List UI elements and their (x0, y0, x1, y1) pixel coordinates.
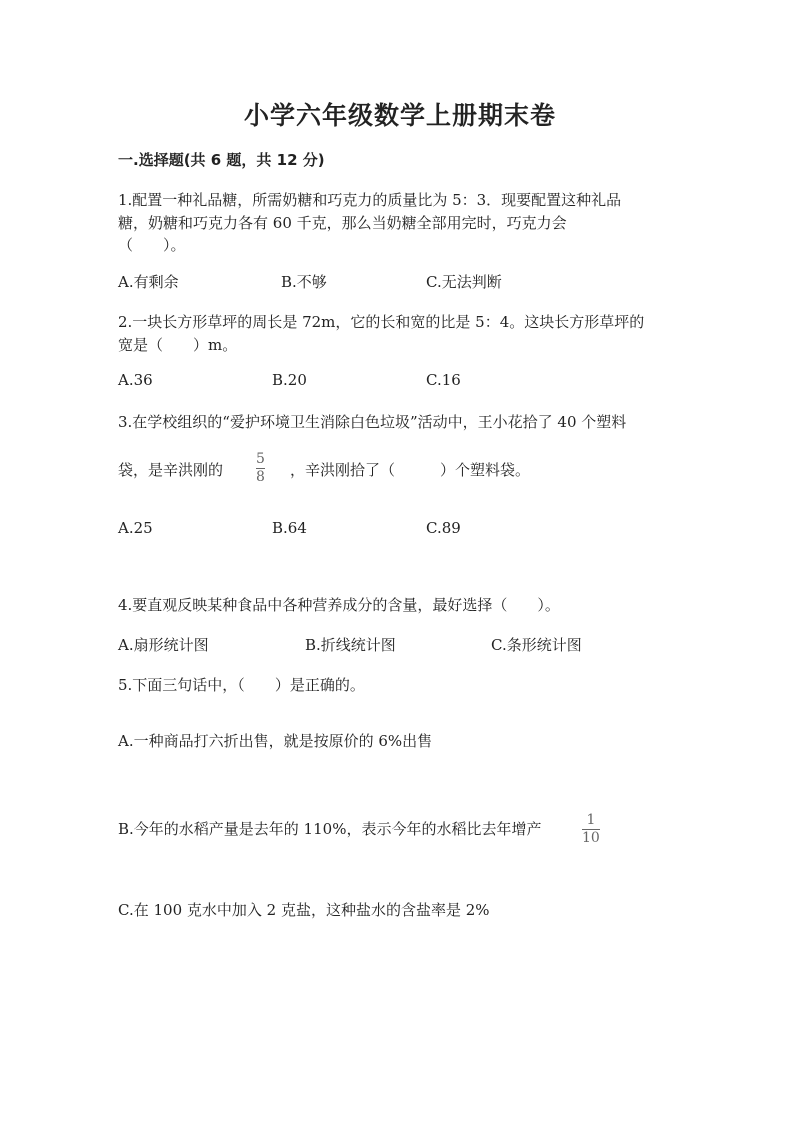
fraction-denominator: 10 (582, 830, 600, 846)
fraction-denominator: 8 (256, 469, 265, 485)
question-2-option-c: C.16 (426, 371, 461, 389)
question-1-option-c: C.无法判断 (426, 273, 502, 291)
question-3-option-a: A.25 (118, 519, 153, 537)
question-1-option-a: A.有剩余 (118, 273, 179, 291)
question-3-option-c: C.89 (426, 519, 461, 537)
question-3-option-b: B.64 (272, 519, 307, 537)
question-5-fraction (582, 813, 600, 846)
question-1-line-2: 糖，奶糖和巧克力各有 60 千克，那么当奶糖全部用完时，巧克力会 (118, 214, 567, 232)
page-title: 小学六年级数学上册期末卷 (243, 101, 556, 130)
question-3-line-2-after: ，辛洪刚拾了（ ）个塑料袋。 (290, 461, 531, 479)
section-header: 一.选择题(共 6 题，共 12 分) (118, 151, 325, 169)
question-4-option-a: A.扇形统计图 (118, 636, 209, 654)
question-2-option-b: B.20 (272, 371, 307, 389)
question-5-option-c: C.在 100 克水中加入 2 克盐，这种盐水的含盐率是 2% (118, 901, 490, 919)
question-1-line-3: （ ）。 (118, 236, 186, 254)
question-3-line-2-before: 袋，是辛洪刚的 (118, 461, 224, 479)
question-5-option-b: B.今年的水稻产量是去年的 110%，表示今年的水稻比去年增产 (118, 820, 542, 838)
question-5-option-a: A.一种商品打六折出售，就是按原价的 6%出售 (118, 732, 433, 750)
fraction-numerator: 5 (256, 451, 265, 467)
question-2-option-a: A.36 (118, 371, 153, 389)
question-3-fraction (256, 452, 265, 485)
question-1-line-1: 1.配置一种礼品糖，所需奶糖和巧克力的质量比为 5：3．现要配置这种礼品 (118, 191, 622, 209)
question-2-line-1: 2.一块长方形草坪的周长是 72m，它的长和宽的比是 5：4。这块长方形草坪的 (118, 313, 645, 331)
question-3-line-1: 3.在学校组织的“爱护环境卫生消除白色垃圾”活动中，王小花拾了 40 个塑料 (118, 413, 627, 431)
question-5-line-1: 5.下面三句话中，（ ）是正确的。 (118, 676, 365, 694)
question-4-option-b: B.折线统计图 (305, 636, 396, 654)
question-4-line-1: 4.要直观反映某种食品中各种营养成分的含量，最好选择（ ）。 (118, 596, 560, 614)
fraction-numerator: 1 (586, 812, 596, 828)
question-4-option-c: C.条形统计图 (491, 636, 582, 654)
question-1-option-b: B.不够 (281, 273, 327, 291)
question-2-line-2: 宽是（ ）m。 (118, 336, 238, 354)
